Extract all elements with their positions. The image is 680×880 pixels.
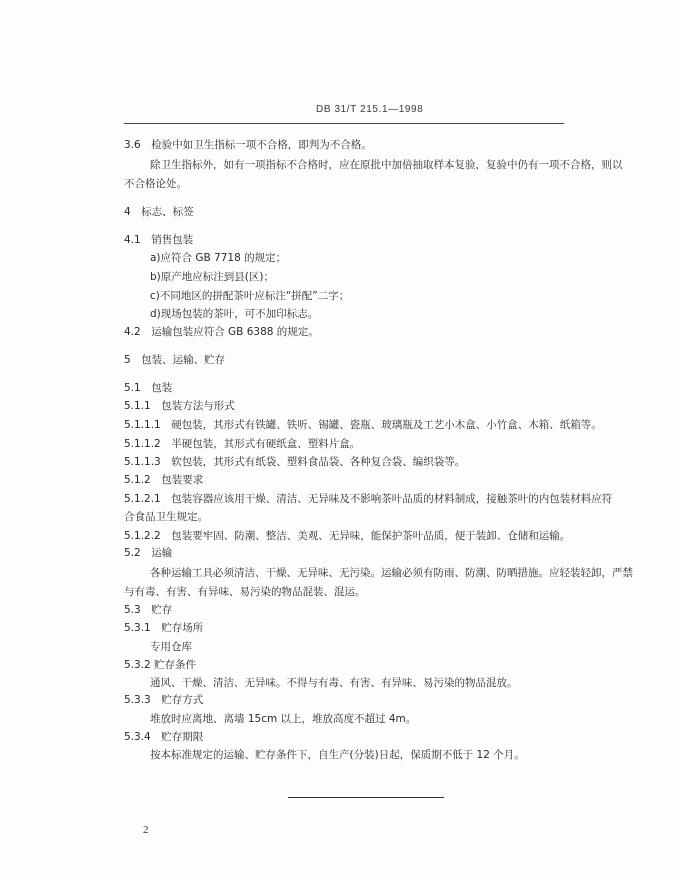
clause-5-2-paragraph-line2: 与有毒、有害、有异味、易污染的物品混装、混运。 bbox=[124, 586, 366, 598]
clause-3-6: 3.6 检验中如卫生指标一项不合格，即判为不合格。 bbox=[124, 139, 372, 151]
standard-number-header: DB 31/T 215.1—1998 bbox=[316, 104, 424, 115]
clause-5-1-1: 5.1.1 包装方法与形式 bbox=[124, 400, 235, 412]
list-item-b: b)原产地应标注到县(区)； bbox=[150, 271, 274, 283]
page-number: 2 bbox=[143, 824, 149, 836]
clause-5-3-4: 5.3.4 贮存期限 bbox=[124, 731, 204, 743]
clause-5-1-2-1-line2: 合食品卫生规定。 bbox=[124, 511, 208, 523]
clause-5-2-paragraph-line1: 各种运输工具必须清洁、干燥、无异味、无污染。运输必须有防雨、防潮、防晒措施。应轻装轻卸，严禁 bbox=[150, 567, 633, 579]
end-rule bbox=[288, 797, 444, 798]
list-item-d: d)现场包装的茶叶，可不加印标志。 bbox=[150, 308, 319, 320]
clause-5-1-2: 5.1.2 包装要求 bbox=[124, 474, 204, 486]
clause-5-1-1-3: 5.1.1.3 软包装，其形式有纸袋、塑料食品袋、各种复合袋、编织袋等。 bbox=[124, 456, 466, 468]
clause-4-2: 4.2 运输包装应符合 GB 6388 的规定。 bbox=[124, 326, 319, 338]
clause-3-6-paragraph-line1: 除卫生指标外，如有一项指标不合格时，应在原批中加倍抽取样本复验，复验中仍有一项不合格，则以 bbox=[150, 159, 623, 171]
clause-5-1-2-2: 5.1.2.2 包装要牢固、防潮、整洁、美观、无异味，能保护茶叶品质，便于装卸、仓储和运输。 bbox=[124, 530, 571, 542]
clause-5-3-1-body: 专用仓库 bbox=[150, 641, 192, 653]
list-item-c: c)不同地区的拼配茶叶应标注“拼配”二字； bbox=[150, 290, 350, 302]
section-4-heading: 4 标志、标签 bbox=[124, 206, 194, 218]
clause-4-1: 4.1 销售包装 bbox=[124, 234, 194, 246]
list-item-a: a)应符合 GB 7718 的规定； bbox=[150, 252, 287, 264]
clause-3-6-paragraph-line2: 不合格论处。 bbox=[124, 178, 187, 190]
clause-5-3-2-body: 通风、干燥、清洁、无异味。不得与有毒、有害、有异味、易污染的物品混放。 bbox=[150, 677, 518, 689]
clause-5-1-2-1-line1: 5.1.2.1 包装容器应该用干燥、清洁、无异味及不影响茶叶品质的材料制成，接触茶叶的内包装材料应符 bbox=[124, 493, 613, 505]
clause-5-1: 5.1 包装 bbox=[124, 382, 173, 394]
clause-5-3-3-body: 堆放时应离地、离墙 15cm 以上，堆放高度不超过 4m。 bbox=[150, 713, 417, 725]
clause-5-2: 5.2 运输 bbox=[124, 547, 173, 559]
clause-5-1-1-1: 5.1.1.1 硬包装，其形式有铁罐、铁听、锡罐、瓷瓶、玻璃瓶及工艺小木盒、小竹盒、木箱、纸箱等。 bbox=[124, 419, 602, 431]
section-5-heading: 5 包装、运输、贮存 bbox=[124, 354, 226, 366]
clause-5-3: 5.3 贮存 bbox=[124, 604, 173, 616]
clause-5-3-2: 5.3.2 贮存条件 bbox=[124, 659, 197, 671]
clause-5-3-1: 5.3.1 贮存场所 bbox=[124, 622, 204, 634]
header-rule bbox=[124, 123, 564, 124]
clause-5-3-3: 5.3.3 贮存方式 bbox=[124, 694, 204, 706]
clause-5-3-4-body: 按本标准规定的运输、贮存条件下，自生产(分装)日起，保质期不低于 12 个月。 bbox=[150, 749, 525, 761]
clause-5-1-1-2: 5.1.1.2 半硬包装，其形式有硬纸盒、塑料片盒。 bbox=[124, 438, 361, 450]
